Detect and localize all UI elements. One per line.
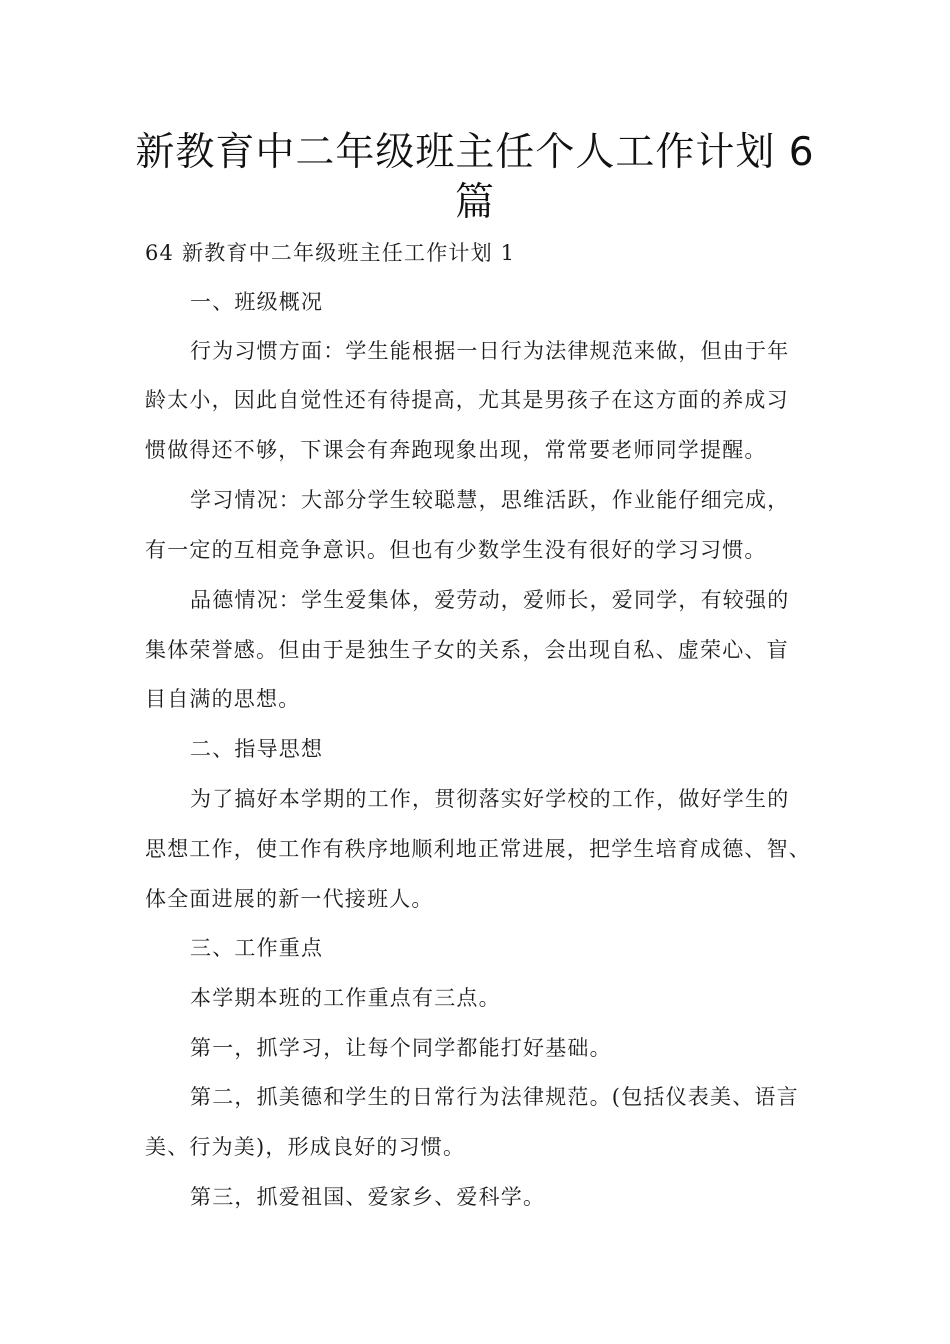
title-line-2: 篇 <box>454 180 495 225</box>
paragraph-line: 有一定的互相竞争意识。但也有少数学生没有很好的学习习惯。 <box>145 538 767 562</box>
document-title <box>120 128 830 228</box>
paragraph-line: 体全面进展的新一代接班人。 <box>145 887 434 911</box>
paragraph-line: 美、行为美)，形成良好的习惯。 <box>145 1135 466 1159</box>
subtitle: 64 新教育中二年级班主任工作计划 1 <box>145 241 516 265</box>
section-heading-work-focus: 三、工作重点 <box>190 936 324 960</box>
title-line-1: 新教育中二年级班主任个人工作计划 6 <box>135 130 815 175</box>
paragraph-line: 第一，抓学习，让每个同学都能打好基础。 <box>190 1036 612 1060</box>
paragraph-line: 行为习惯方面：学生能根据一日行为法律规范来做，但由于年 <box>190 339 790 363</box>
paragraph-line: 目自满的思想。 <box>145 687 301 711</box>
paragraph-line: 惯做得还不够，下课会有奔跑现象出现，常常要老师同学提醒。 <box>145 438 767 462</box>
paragraph-line: 思想工作，使工作有秩序地顺利地正常进展，把学生培育成德、智、 <box>145 837 811 861</box>
paragraph-line: 为了搞好本学期的工作，贯彻落实好学校的工作，做好学生的 <box>190 787 790 811</box>
paragraph-line: 龄太小，因此自觉性还有待提高，尤其是男孩子在这方面的养成习 <box>145 388 789 412</box>
paragraph-line: 品德情况：学生爱集体，爱劳动，爱师长，爱同学，有较强的 <box>190 588 790 612</box>
paragraph-line: 集体荣誉感。但由于是独生子女的关系，会出现自私、虚荣心、盲 <box>145 638 789 662</box>
paragraph-line: 本学期本班的工作重点有三点。 <box>190 986 501 1010</box>
paragraph-line: 第三，抓爱祖国、爱家乡、爱科学。 <box>190 1185 546 1209</box>
paragraph-line: 第二，抓美德和学生的日常行为法律规范。(包括仪表美、语言 <box>190 1085 799 1109</box>
section-heading-guiding-ideology: 二、指导思想 <box>190 737 324 761</box>
paragraph-line: 学习情况：大部分学生较聪慧，思维活跃，作业能仔细完成， <box>190 488 790 512</box>
section-heading-class-overview: 一、班级概况 <box>190 290 324 314</box>
